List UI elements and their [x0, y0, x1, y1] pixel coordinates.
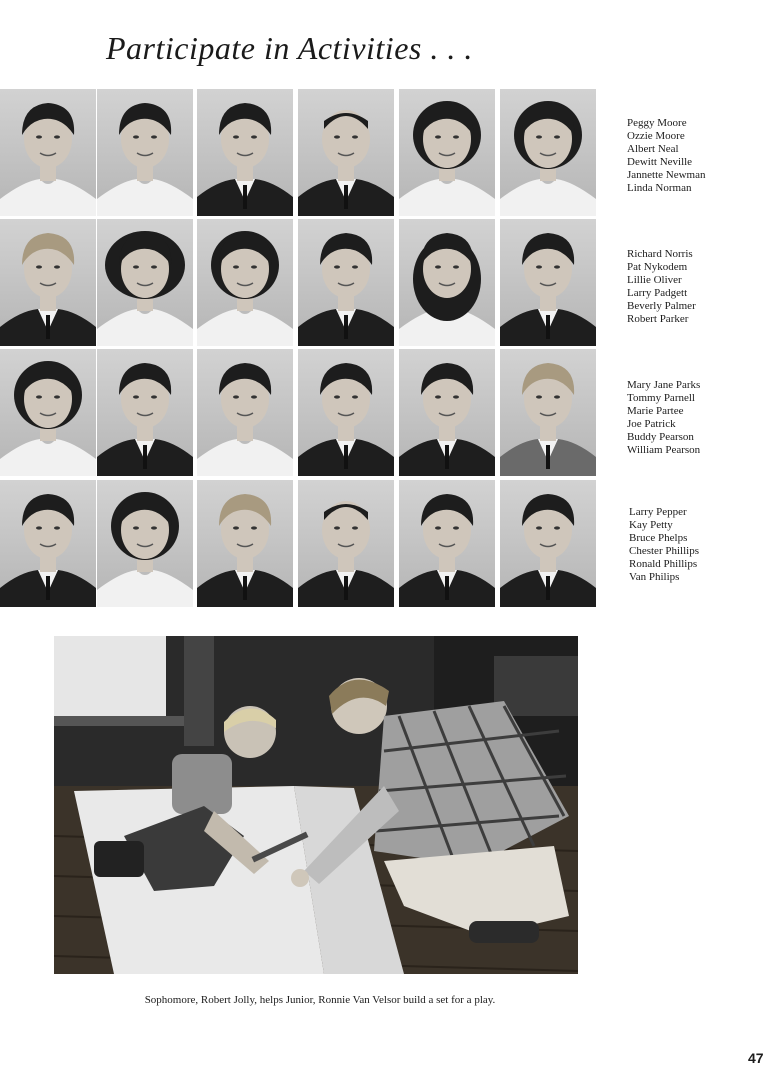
portrait-illustration	[298, 480, 394, 607]
student-name: Van Philips	[629, 571, 680, 583]
portrait-illustration	[0, 89, 96, 216]
student-portrait	[399, 89, 495, 216]
portrait-illustration	[0, 349, 96, 476]
student-portrait	[500, 89, 596, 216]
portrait-illustration	[500, 219, 596, 346]
student-name: Bruce Phelps	[629, 532, 688, 544]
portrait-illustration	[197, 349, 293, 476]
student-name: Peggy Moore	[627, 117, 687, 129]
student-name-list	[627, 248, 762, 326]
portrait-illustration	[0, 219, 96, 346]
page-number: 47	[748, 1050, 764, 1066]
student-name: Buddy Pearson	[627, 431, 694, 443]
portrait-illustration	[298, 219, 394, 346]
portrait-illustration	[197, 219, 293, 346]
student-name-list	[627, 117, 762, 195]
student-portrait	[197, 349, 293, 476]
student-portrait	[0, 480, 96, 607]
student-portrait	[0, 219, 96, 346]
student-name: Ozzie Moore	[627, 130, 685, 142]
student-portrait	[298, 349, 394, 476]
student-name: Ronald Phillips	[629, 558, 698, 570]
student-portrait	[500, 219, 596, 346]
portrait-illustration	[97, 349, 193, 476]
student-name: Joe Patrick	[627, 418, 676, 430]
student-portrait	[298, 89, 394, 216]
activity-photo-illustration	[54, 636, 578, 974]
student-name: Larry Pepper	[629, 506, 687, 518]
student-portrait	[97, 219, 193, 346]
student-portrait	[500, 480, 596, 607]
student-portrait	[197, 219, 293, 346]
portrait-illustration	[97, 89, 193, 216]
portrait-illustration	[0, 480, 96, 607]
student-name: Dewitt Neville	[627, 156, 693, 168]
portrait-illustration	[97, 480, 193, 607]
portrait-illustration	[298, 89, 394, 216]
portrait-illustration	[399, 349, 495, 476]
student-name: Chester Phillips	[629, 545, 699, 557]
student-name: Tommy Parnell	[627, 392, 695, 404]
student-name: Beverly Palmer	[627, 300, 696, 312]
student-name: Albert Neal	[627, 143, 679, 155]
student-portrait	[399, 349, 495, 476]
photo-caption: Sophomore, Robert Jolly, helps Junior, Ronnie Van Velsor build a set for a play.	[144, 994, 496, 1006]
student-portrait	[197, 480, 293, 607]
student-name: Jannette Newman	[627, 169, 706, 181]
student-portrait	[0, 89, 96, 216]
activity-photo	[54, 636, 578, 974]
student-name-list	[629, 506, 764, 584]
student-name: Larry Padgett	[627, 287, 688, 299]
student-portrait	[298, 480, 394, 607]
student-name: Marie Partee	[627, 405, 684, 417]
portrait-illustration	[399, 480, 495, 607]
portrait-illustration	[399, 89, 495, 216]
student-name: Linda Norman	[627, 182, 692, 194]
student-name: Kay Petty	[629, 519, 673, 531]
student-portrait	[97, 480, 193, 607]
student-name: Pat Nykodem	[627, 261, 688, 273]
student-name-list	[627, 379, 762, 457]
portrait-illustration	[197, 89, 293, 216]
student-portrait	[399, 480, 495, 607]
portrait-illustration	[197, 480, 293, 607]
student-portrait	[197, 89, 293, 216]
student-portrait	[0, 349, 96, 476]
student-portrait	[97, 89, 193, 216]
portrait-illustration	[298, 349, 394, 476]
student-name: Robert Parker	[627, 313, 689, 325]
portrait-illustration	[97, 219, 193, 346]
portrait-illustration	[500, 349, 596, 476]
student-portrait	[500, 349, 596, 476]
student-name: Mary Jane Parks	[627, 379, 701, 391]
student-portrait	[97, 349, 193, 476]
student-name: William Pearson	[627, 444, 701, 456]
student-name: Richard Norris	[627, 248, 693, 260]
portrait-grid	[0, 89, 600, 609]
portrait-illustration	[399, 219, 495, 346]
student-name: Lillie Oliver	[627, 274, 682, 286]
portrait-illustration	[500, 480, 596, 607]
student-portrait	[298, 219, 394, 346]
portrait-illustration	[500, 89, 596, 216]
page-title: Participate in Activities . . .	[106, 30, 473, 66]
student-portrait	[399, 219, 495, 346]
